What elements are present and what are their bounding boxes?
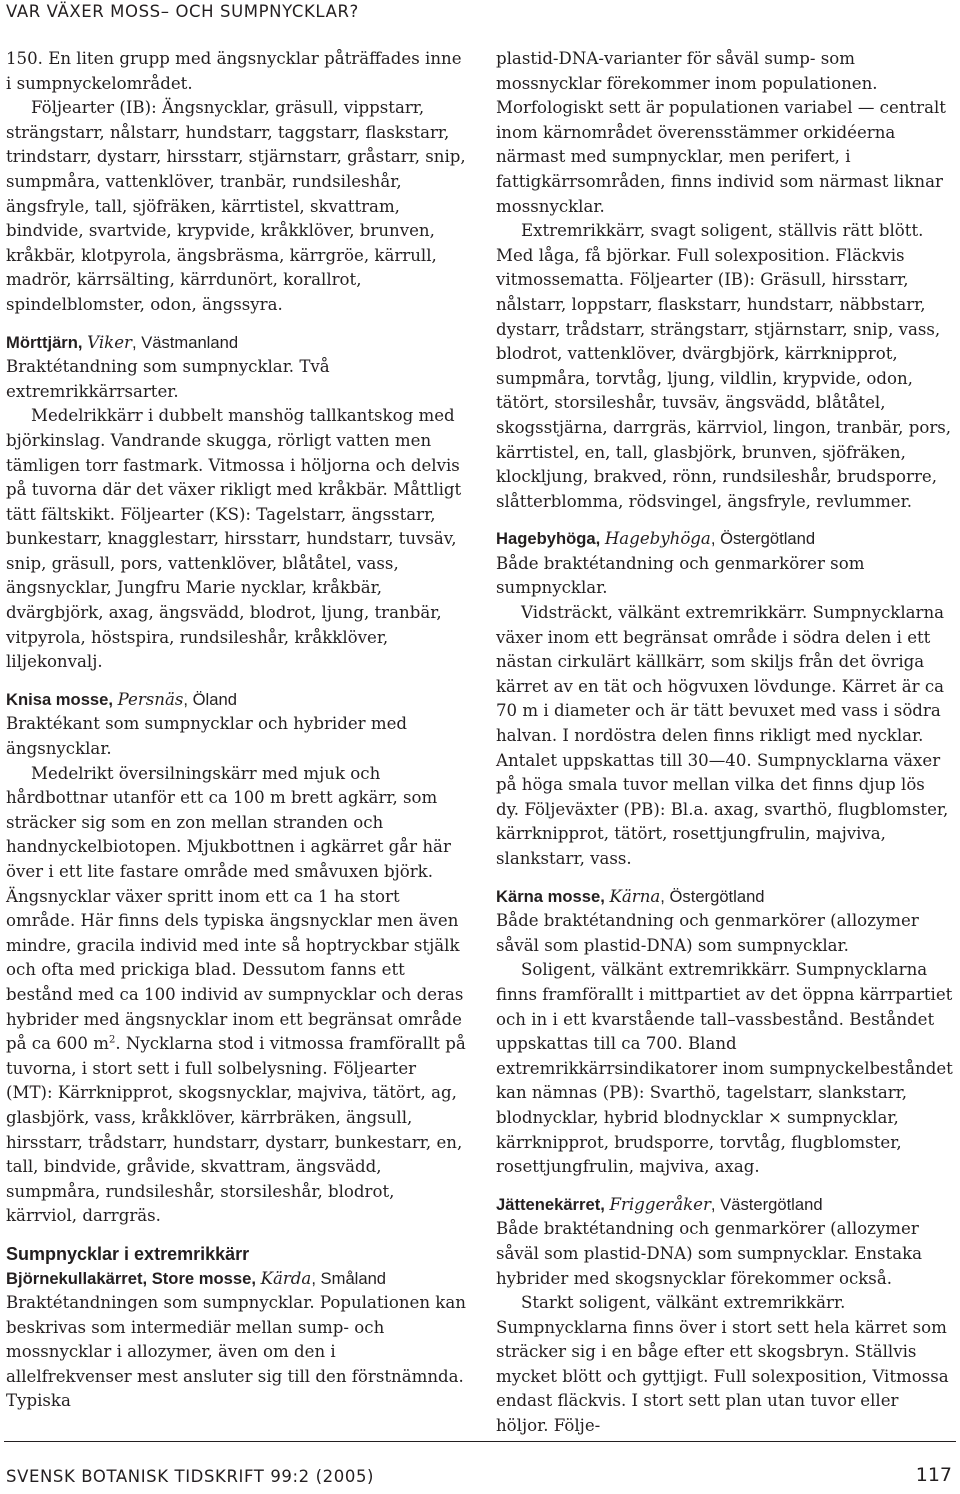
section-heading: Sumpnycklar i extremrikkärr [6,1243,250,1264]
site-classification: Braktétandningen som sumpnycklar. Populationen kan beskrivas som intermediär mellan sump- och mossnycklar i allozymer, även om den i allelfrekvenser mest ansluter sig till den förstnämnda. Typiska [6,1293,466,1411]
site-description: Vidsträckt, välkänt extremrikkärr. Sumpnycklarna växer inom ett begränsat område i södra delen i ett nästan cirkulärt källkärr, som skiljs från det övriga kärret av en tät och högvuxen lövdunge. Kärret är ca 70 m i diameter och är tätt bevuxet med vass i södra halvan. I nordöstra delen finns rikligt med nycklar. Antalet uppskattas till 30—40. Sumpnycklarna växer på höga smala tuvor mellan vilka det finns djup lös dy. Följeväxter (PB): Bl.a. axag, svarthö, flugblomster, kärrknipprot, tätört, rosettjungfrulin, majviva, slankstarr, vass. [496,603,949,868]
site-province: Västergötland [720,1194,823,1214]
site-description: Starkt soligent, välkänt extremrikkärr. Sumpnycklarna finns över i stort sett hela kärret som sträcker sig i en båge efter ett skogsbryn. Ställvis mycket blött och gyttjigt. Full solexposition, Vitmossa endast fläckvis. I stort sett plan utan tuvor eller höljor. Följe- [496,1293,949,1436]
site-province: Västmanland [141,332,239,352]
site-description: Extremrikkärr, svagt soligent, ställvis rätt blött. Med låga, få björkar. Full solexposition. Fläckvis vitmossematta. Följearter (IB): Gräsull, hirsstarr, nålstarr, loppstarr, flaskstarr, hundstarr, näbbstarr, dystarr, trådstarr, strängstarr, stjärnstarr, snip, vass, blodrot, vattenklöver, dvärgbjörk, kärrknipprot, sumpmåra, torvtåg, ljung, vildlin, krypvide, odon, tätört, storsileshår, tuvsäv, ängsvädd, blåtåtel, skogsstjärna, darrgräs, kärrviol, lingon, tranbär, pors, kärrtistel, en, tall, glasbjörk, brunven, sjöfräken, klockljung, brakved, rönn, rundsileshår, brudsporre, slåtterblomma, rödsvingel, ängsfryle, revlummer. [496,221,952,511]
site-province: Östergötland [720,529,816,549]
footer-divider [4,1441,956,1442]
right-column [496,47,953,1439]
site-heading-knisa: Knisa mosse, Persnäs, Öland [6,689,237,709]
site-description: Soligent, välkänt extremrikkärr. Sumpnycklarna finns framförallt i mittpartiet av det öppna kärrpartiet och in i ett kvarstående tall–vassbestånd. Beståndet uppskattas till ca 700. Bland extremrikkärrsindikatorer inom sumpnyckelbeståndet kan nämnas (PB): Svarthö, tagelstarr, slankstarr, blodnycklar, hybrid blodnycklar × sumpnycklar, kärrknipprot, brudsporre, torvtåg, flugblomster, rosettjungfrulin, majviva, axag. [496,960,953,1177]
site-parish: Kärda [260,1268,312,1288]
site-name: Jättenekärret [496,1194,601,1214]
site-province: Östergötland [669,886,765,906]
site-classification: Både braktétandning och genmarkörer som sumpnycklar. [496,553,865,598]
site-name: Kärna mosse [496,886,601,906]
site-classification: Både braktétandning och genmarkörer (allozymer såväl som plastid-DNA) som sumpnycklar. Enstaka hybrider med skogsnycklar förekommer också. [496,1219,923,1288]
continued-paragraph: plastid-DNA-varianter för såväl sump- som mossnycklar förekommer inom populationen. Morfologiskt sett är populationen variabel — centralt inom kärnområdet överensstämmer orkidéerna närmast med sumpnycklar, men perifert, i fattigkärrsområden, finns individ som närmast liknar mossnycklar. [496,49,946,216]
site-heading-hagebyhoga: Hagebyhöga, Hagebyhöga, Östergötland [496,529,816,549]
site-classification: Braktétandning som sumpnycklar. Två extremrikkärrsarter. [6,357,330,401]
intro-paragraph: 150. En liten grupp med ängsnycklar påträffades inne i sumpnyckelområdet. [6,49,462,93]
site-parish: Kärna [609,886,661,906]
site-province: Småland [320,1268,387,1288]
site-parish: Persnäs [117,689,184,709]
site-name: Knisa mosse [6,689,109,709]
site-parish: Friggeråker [609,1194,711,1214]
running-head: VAR VÄXER MOSS– OCH SUMPNYCKLAR? [6,2,359,21]
site-parish: Hagebyhöga [604,529,711,549]
site-description: Medelrikkärr i dubbelt manshög tallkantskog med björkinslag. Vandrande skugga, rörligt vatten men tämligen torr fastmark. Vitmossa i höljorna och delvis på tuvorna där det växer rikligt med kråkbär. Måttligt tätt fältskikt. Följearter (KS): Tagelstarr, ängsstarr, bunkestarr, knagglestarr, hirsstarr, hundstarr, tuvsäv, snip, gräsull, pors, vattenklöver, blåtåtel, vass, ängsnycklar, Jungfru Marie nycklar, kråkbär, dvärgbjörk, axag, ängsvädd, blodrot, ljung, tranbär, vitpyrola, höstspira, rundsileshår, kråkklöver, liljekonvalj. [6,406,462,672]
site-heading-bjornekulla: Björnekullakärret, Store mosse, Kärda, Småland [6,1268,387,1288]
left-column [6,47,466,1414]
page-number: 117 [915,1464,952,1486]
site-heading-morttjarn: Mörttjärn, Viker, Västmanland [6,332,239,352]
superscript: 2 [108,1034,116,1046]
journal-name: SVENSK BOTANISK TIDSKRIFT 99:2 (2005) [6,1467,375,1486]
site-heading-jattenekarret: Jättenekärret, Friggeråker, Västergötland [496,1194,823,1214]
site-province: Öland [192,689,237,709]
site-name: Mörttjärn [6,332,78,352]
site-classification: Både braktétandning och genmarkörer (allozymer såväl som plastid-DNA) som sumpnycklar. [496,911,919,955]
site-heading-karna: Kärna mosse, Kärna, Östergötland [496,886,765,906]
site-parish: Viker [87,332,132,352]
site-classification: Braktékant som sumpnycklar och hybrider med ängsnycklar. [6,714,408,759]
intro-companion-species: Följearter (IB): Ängsnycklar, gräsull, vippstarr, strängstarr, nålstarr, hundstarr, taggstarr, flaskstarr, trindstarr, dystarr, hirsstarr, stjärnstarr, gråstarr, snip, sumpmåra, vattenklöver, tranbär, rundsileshår, ängsfryle, tall, sjöfräken, kärrtistel, skvattram, bindvide, svartvide, krypvide, kråkklöver, brunven, kråkbär, klotpyrola, ängsbräsma, kärrgröe, kärrull, madrör, kärrsälting, kärrdunört, korallrot, spindelblomster, odon, ängssyra. [6,98,466,314]
site-name: Björnekullakärret, Store mosse [6,1268,252,1288]
site-name: Hagebyhöga [496,529,596,549]
site-description: Medelrikt översilningskärr med mjuk och hårdbottnar utanför ett ca 100 m brett agkärr, som sträcker sig som en zon mellan stranden och handnyckelbiotopen. Mjukbottnen i agkärret går här över i ett lite fastare område med småvuxen björk. Ängsnycklar växer spritt inom ett ca 1 ha stort område. Här finns dels typiska ängsnycklar men även mindre, gracila individ med inte så hoptryckbar stjälk och ofta med prickiga blad. Dessutom fanns ett bestånd med ca 100 individ av sumpnycklar och deras hybrider med ängsnycklar inom ett begränsat område på ca 600 $m^2$. Nycklarna stod i vitmossa framförallt på tuvorna, i stort sett i full solbelysning. Följearter (MT): Kärrknipprot, skogsnycklar, majviva, tätört, ag, glasbjörk, vass, kråkklöver, kärrbräken, ängsull, hirsstarr, trådstarr, hundstarr, dystarr, bunkestarr, en, tall, bindvide, gråvide, skvattram, ängsvädd, sumpmåra, rundsileshår, storsileshår, blodrot, kärrviol, darrgräs. [6,763,466,1226]
